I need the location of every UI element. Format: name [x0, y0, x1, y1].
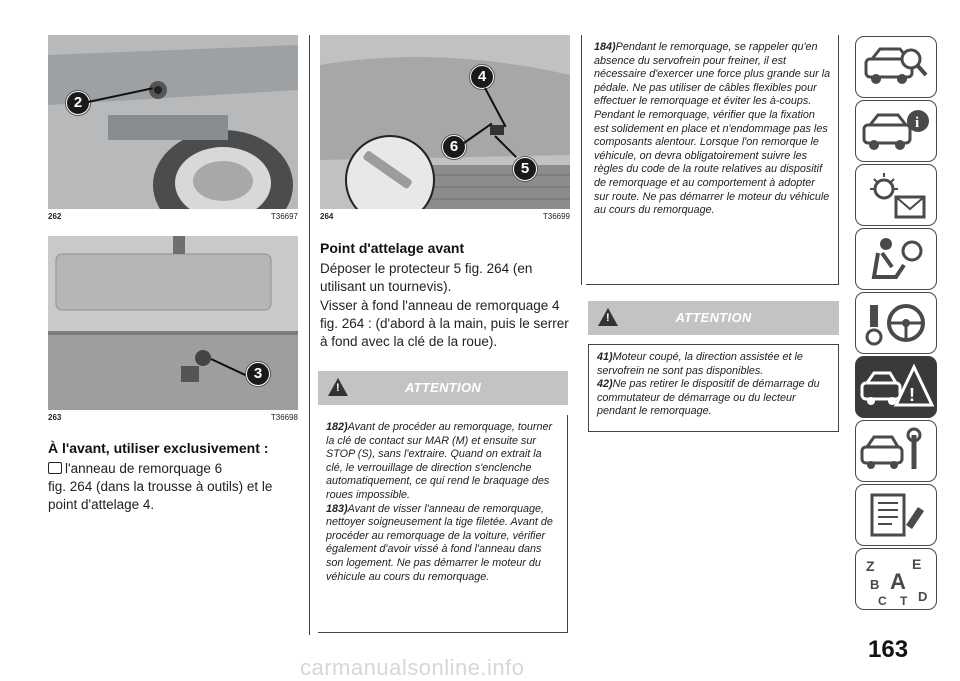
figure-264-callout-4: 4: [470, 65, 494, 89]
warning-41-text: Moteur coupé, la direction assistée et le servofrein ne sont pas disponibles.: [597, 351, 803, 377]
warning-triangle-icon: [328, 378, 348, 396]
tab-car-search[interactable]: [855, 36, 937, 98]
tab-car-service[interactable]: [855, 420, 937, 482]
warning-42-number: 42): [597, 378, 613, 391]
warning-184-number: 184): [594, 41, 616, 53]
warning-183-text: Avant de visser l'anneau de remorquage, nettoyer soigneusement la tige filetée. Avant de procéder au remorquage de la voiture, vérifier également d'avoir vissé à fond l'anneau dans son logement. Ne pas démarrer le moteur du véhicule au cours du remorquage.: [326, 502, 553, 583]
figure-262-photo: [48, 35, 298, 209]
warning-182-text: Avant de procéder au remorquage, tourner la clé de contact sur MAR (M) et ensuite sur STOP (S), sans l'extraire. Quand on extrait la clé, le verrouillage de direction s'enclenche automatiquement, ce qui rend le braquage des roues impossible.: [326, 421, 553, 501]
left-body-text: fig. 264 (dans la trousse à outils) et le point d'attelage 4.: [48, 479, 273, 512]
alphabetical-index-icon: [856, 549, 936, 609]
watermark: carmanualsonline.info: [300, 655, 525, 680]
figure-264-photo: [320, 35, 570, 209]
dashboard-lights-icon: [856, 165, 936, 225]
warning-182-number: 182): [326, 421, 348, 433]
svg-text:C: C: [878, 594, 887, 608]
middle-paragraph-2: Visser à fond l'anneau de remorquage 4 fig. 264 : (d'abord à la main, puis le serrer à fond avec la clé de la roue).: [320, 298, 569, 349]
warning-184-text: Pendant le remorquage, se rappeler qu'en absence du servofrein pour freiner, il est nécessaire d'exercer une force plus grande sur la pédale. Ne pas utiliser de câbles flexibles pour effectuer le remorquage et éviter les à-coups. Pendant le remorquage, vérifier que la fixation est solidement en place et n'endommage pas les composants alentour. Lorsque l'on remorque le véhicule, on devra obligatoirement suivre les règles du code de la route relatives au dispositif de remorquage et au comportement à adopter sur route. Ne pas démarrer le moteur du véhicule au cours du remorquage.: [594, 41, 831, 217]
warning-header-1: [318, 371, 568, 405]
figure-264-number: 264: [320, 212, 334, 221]
tab-car-info[interactable]: [855, 100, 937, 162]
figure-264-callout-5: 5: [513, 157, 537, 181]
figure-262-number: 262: [48, 212, 62, 221]
warning-box-2: [588, 344, 839, 432]
figure-263-callout-3: 3: [246, 362, 270, 386]
svg-text:Z: Z: [866, 558, 875, 574]
warning-box-1: [318, 415, 568, 633]
technical-data-list-icon: [856, 485, 936, 545]
figure-262-callout-2: 2: [66, 91, 90, 115]
figure-263-code: T36698: [270, 413, 298, 422]
car-search-icon: [856, 37, 936, 97]
tab-dashboard-lights[interactable]: [855, 164, 937, 226]
figure-264-caption: [320, 212, 570, 221]
svg-text:A: A: [890, 569, 906, 594]
svg-text:i: i: [915, 115, 920, 131]
front-bumper-towing-eye-illustration: [320, 35, 570, 209]
warning-box-184: [586, 35, 839, 285]
middle-paragraph-1: Déposer le protecteur 5 fig. 264 (en utilisant un tournevis).: [320, 261, 533, 294]
car-info-icon: [856, 101, 936, 161]
warning-title-2: ATTENTION: [675, 310, 752, 325]
steering-warning-icon: [598, 308, 618, 326]
warning-title-1: ATTENTION: [404, 380, 482, 395]
figure-262-code: T36697: [270, 212, 298, 221]
svg-text:E: E: [912, 556, 922, 572]
svg-text:T: T: [900, 594, 908, 608]
spare-wheel-underside-illustration: [48, 35, 298, 209]
tab-key-steering[interactable]: [855, 292, 937, 354]
figure-264-code: T36699: [542, 212, 570, 221]
figure-263-caption: [48, 413, 298, 422]
svg-text:!: !: [909, 385, 915, 405]
warning-42-text: Ne pas retirer le dispositif de démarrage du commutateur de démarrage ou du lecteur pendant le remorquage.: [597, 378, 820, 418]
left-paragraph: [48, 460, 303, 514]
key-steering-wheel-icon: [856, 293, 936, 353]
column-divider-1: [309, 35, 310, 635]
figure-262-caption: [48, 212, 298, 221]
middle-heading: Point d'attelage avant: [320, 240, 465, 256]
column-divider-2: [581, 35, 582, 285]
warning-183-number: 183): [326, 502, 348, 515]
tab-technical-data[interactable]: [855, 484, 937, 546]
page-number: 163: [868, 636, 909, 663]
car-emergency-icon: [856, 357, 936, 417]
left-bullet-text: l'anneau de remorquage 6: [65, 461, 223, 476]
figure-264-callout-6: 6: [442, 135, 466, 159]
figure-263-number: 263: [48, 413, 62, 422]
svg-text:D: D: [918, 589, 928, 604]
airbag-seat-icon: [856, 229, 936, 289]
warning-41-number: 41): [597, 351, 613, 363]
tab-car-emergency[interactable]: [855, 356, 937, 418]
warning-header-2: [588, 301, 839, 335]
car-service-wrench-icon: [856, 421, 936, 481]
tab-airbag-seat[interactable]: [855, 228, 937, 290]
left-heading: À l'avant, utiliser exclusivement :: [48, 440, 269, 456]
tab-alphabetical-index[interactable]: [855, 548, 937, 610]
key-icon: [48, 462, 62, 474]
figure-263-photo: [48, 236, 298, 410]
svg-text:B: B: [870, 577, 880, 592]
